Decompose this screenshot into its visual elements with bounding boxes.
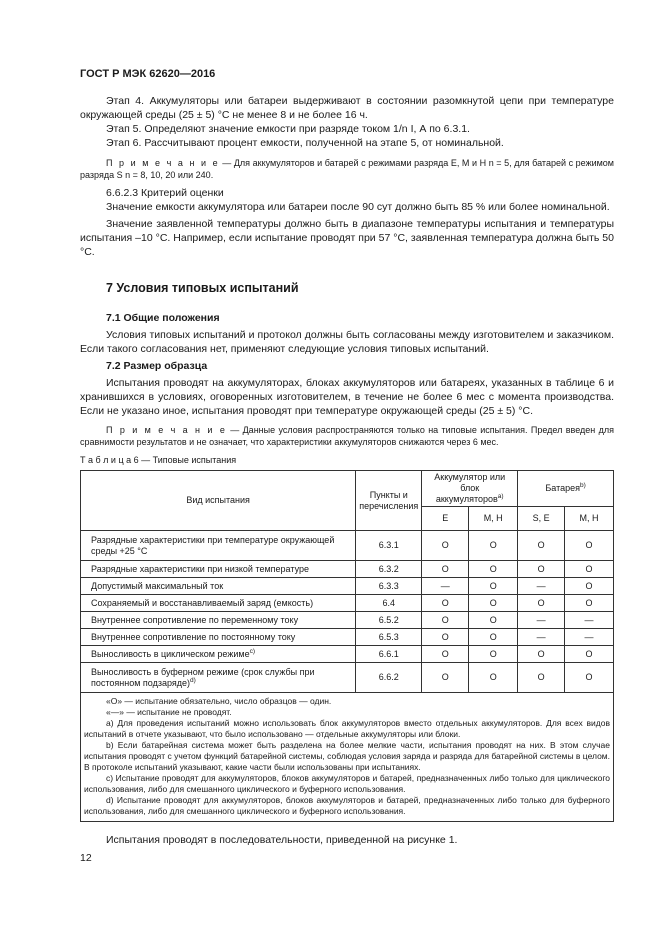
requirement-cell: — xyxy=(518,578,565,595)
requirement-cell: О xyxy=(518,531,565,561)
clause-cell: 6.5.2 xyxy=(356,612,422,629)
note-label: П р и м е ч а н и е xyxy=(106,158,220,168)
requirement-cell: О xyxy=(422,646,469,663)
test-name-cell: Разрядные характеристики при низкой температуре xyxy=(81,561,356,578)
criteria-heading: 6.6.2.3 Критерий оценки xyxy=(106,187,224,199)
requirement-cell: О xyxy=(422,629,469,646)
clause-cell: 6.3.3 xyxy=(356,578,422,595)
subheader-e: Е xyxy=(422,507,469,531)
table-caption: Т а б л и ц а 6 — Типовые испытания xyxy=(80,455,237,465)
step-6: Этап 6. Рассчитывают процент емкости, полученной на этапе 5, от номинальной. xyxy=(106,137,504,149)
requirement-cell: О xyxy=(565,595,614,612)
clause-cell: 6.6.2 xyxy=(356,663,422,693)
note-text: — Для аккумуляторов и батарей с режимами разряда Е, М и Н n = 5, для батарей с режимом разряда S n = 8, 10, 20 или 240. xyxy=(80,158,614,180)
test-name-cell: Внутреннее сопротивление по постоянному току xyxy=(81,629,356,646)
table-row xyxy=(81,629,614,646)
column-header-cells: Аккумулятор или блок аккумуляторов$^{а)}$ xyxy=(422,471,518,507)
requirement-cell: — xyxy=(518,629,565,646)
requirement-cell: — xyxy=(565,629,614,646)
clause-cell: 6.3.2 xyxy=(356,561,422,578)
section-7-1-text: Условия типовых испытаний и протокол должны быть согласованы между изготовителем и заказчиком. Если такого согласования нет, применяют следующие условия типовых испытаний. xyxy=(80,329,614,355)
table-row xyxy=(81,561,614,578)
test-name-cell: Сохраняемый и восстанавливаемый заряд (емкость) xyxy=(81,595,356,612)
table-row xyxy=(81,531,614,561)
requirement-cell: О xyxy=(422,531,469,561)
subheader-se: S, Е xyxy=(518,507,565,531)
requirement-cell: — xyxy=(565,612,614,629)
clause-cell: 6.5.3 xyxy=(356,629,422,646)
footnote: «—» — испытание не проводят. xyxy=(106,707,232,717)
subheader-mh: М, Н xyxy=(565,507,614,531)
requirement-cell: О xyxy=(565,578,614,595)
requirement-cell: О xyxy=(469,663,518,693)
requirement-cell: О xyxy=(565,663,614,693)
step-5: Этап 5. Определяют значение емкости при разряде током 1/n I, А по 6.3.1. xyxy=(106,123,470,135)
test-name-cell: Выносливость в циклическом режиме$^{с)}$ xyxy=(81,646,356,663)
section-7-1-heading: 7.1 Общие положения xyxy=(106,312,220,324)
table-row xyxy=(81,612,614,629)
test-name-cell: Допустимый максимальный ток xyxy=(81,578,356,595)
requirement-cell: — xyxy=(518,612,565,629)
subheader-mh: М, Н xyxy=(469,507,518,531)
section-7-2-text: Испытания проводят на аккумуляторах, блоках аккумуляторов или батареях, указанных в таблице 6 и хранившихся в условиях, оговоренных изготовителем, в течение не более 6 мес с момента производства. Если не указано иное, испытания проводят при температуре окружающей среды (25 ± 5) °С. xyxy=(80,377,614,417)
note-label: П р и м е ч а н и е xyxy=(106,425,227,435)
footnote: с) Испытание проводят для аккумуляторов, блоков аккумуляторов и батарей, предназначенных либо только для циклического использования, либо для смешанного циклического и буферного использования. xyxy=(84,773,610,794)
requirement-cell: — xyxy=(422,578,469,595)
footnote: а) Для проведения испытаний можно использовать блок аккумуляторов вместо отдельных аккумуляторов. Для всех видов испытаний в отчете указывают, что было использовано — отдельные аккумуляторы или блоки. xyxy=(84,718,610,739)
requirement-cell: О xyxy=(518,561,565,578)
column-header-test: Вид испытания xyxy=(81,471,356,531)
table-footnotes xyxy=(81,693,614,822)
section-7-heading: 7 Условия типовых испытаний xyxy=(106,281,299,295)
note-type-tests xyxy=(80,424,614,448)
column-header-battery: Батарея$^{b)}$ xyxy=(518,471,614,507)
clause-cell: 6.4 xyxy=(356,595,422,612)
column-header-clause: Пункты и перечисления xyxy=(356,471,422,531)
test-name-cell: Выносливость в буферном режиме (срок службы при постоянном подзаряде)$^{d)}$ xyxy=(81,663,356,693)
table-row xyxy=(81,595,614,612)
requirement-cell: О xyxy=(518,595,565,612)
requirement-cell: О xyxy=(469,561,518,578)
criteria-paragraph-2: Значение заявленной температуры должно быть в диапазоне температуры испытания и температуры испытания –10 °С. Например, если испытание проводят при 57 °С, заявленная температура должна быть 50 °С. xyxy=(80,218,614,258)
requirement-cell: О xyxy=(565,561,614,578)
requirement-cell: О xyxy=(469,646,518,663)
requirement-cell: О xyxy=(518,646,565,663)
test-name-cell: Разрядные характеристики при температуре окружающей среды +25 °С xyxy=(81,531,356,561)
requirement-cell: О xyxy=(422,595,469,612)
requirement-cell: О xyxy=(422,663,469,693)
footnote: d) Испытание проводят для аккумуляторов, блоков аккумуляторов и батарей, предназначенных либо только для буферного использования, либо для смешанного циклического и буферного использования. xyxy=(84,795,610,816)
table-row xyxy=(81,646,614,663)
requirement-cell: О xyxy=(469,595,518,612)
test-name-cell: Внутреннее сопротивление по переменному току xyxy=(81,612,356,629)
requirement-cell: О xyxy=(565,646,614,663)
requirement-cell: О xyxy=(469,612,518,629)
requirement-cell: О xyxy=(469,578,518,595)
requirement-cell: О xyxy=(518,663,565,693)
requirement-cell: О xyxy=(469,629,518,646)
requirement-cell: О xyxy=(469,531,518,561)
final-paragraph: Испытания проводят в последовательности, приведенной на рисунке 1. xyxy=(106,834,458,846)
document-body xyxy=(80,94,614,847)
document-header: ГОСТ Р МЭК 62620—2016 xyxy=(80,68,216,80)
table-row xyxy=(81,578,614,595)
footnote: b) Если батарейная система может быть разделена на более мелкие части, испытания проводят на них. В этом случае испытания проводят с учетом функций батарейной системы, соблюдая условия заряда и разряда для батарейной системы в целом. В протоколе испытаний указывают, какие части были использованы при испытаниях. xyxy=(84,740,611,772)
table-row xyxy=(81,663,614,693)
page-number: 12 xyxy=(80,852,92,864)
requirement-cell: О xyxy=(422,612,469,629)
note-text: — Данные условия распространяются только на типовые испытания. Предел введен для сравнимости результатов и не означает, что характеристики аккумуляторов снижаются через 6 мес. xyxy=(80,425,614,447)
criteria-paragraph-1: Значение емкости аккумулятора или батареи после 90 сут должно быть 85 % или более номинальной. xyxy=(106,201,610,213)
clause-cell: 6.6.1 xyxy=(356,646,422,663)
step-4: Этап 4. Аккумуляторы или батареи выдерживают в состоянии разомкнутой цепи при температуре окружающей среды (25 ± 5) °С не менее 8 и не более 16 ч. xyxy=(80,95,614,121)
requirement-cell: О xyxy=(565,531,614,561)
footnote: «О» — испытание обязательно, число образцов — один. xyxy=(106,696,332,706)
section-7-2-heading: 7.2 Размер образца xyxy=(106,360,208,372)
note-discharge-modes xyxy=(80,157,614,181)
type-tests-table xyxy=(80,470,614,822)
requirement-cell: О xyxy=(422,561,469,578)
clause-cell: 6.3.1 xyxy=(356,531,422,561)
